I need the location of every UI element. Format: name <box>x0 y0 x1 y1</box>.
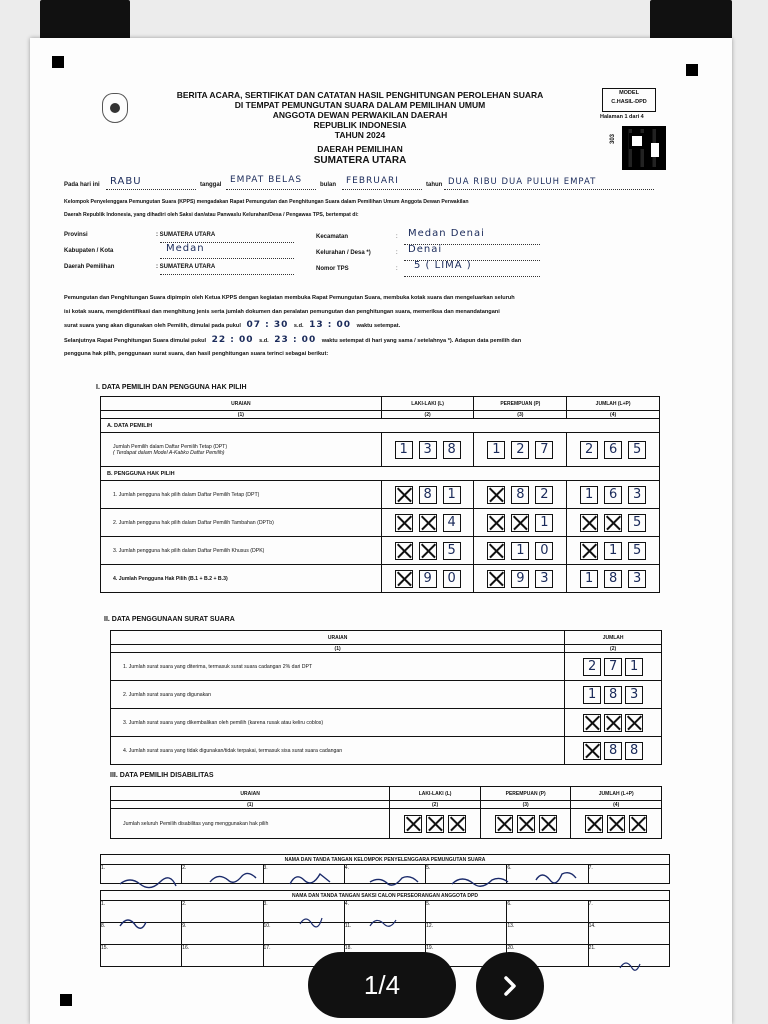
col-uraian: URAIAN <box>111 787 390 801</box>
digit-group <box>474 486 566 504</box>
digit-box: 1 <box>535 514 553 532</box>
row-label: 3. Jumlah surat suara yang dikembalikan oleh pemilih (karena rusak atau keliru coblos) <box>111 709 565 737</box>
digit-box: 5 <box>628 514 646 532</box>
digit-box: 8 <box>419 486 437 504</box>
crossed-digit-box <box>583 742 601 760</box>
row-label: 3. Jumlah pengguna hak pilih dalam Daftar Pemilih Khusus (DPK) <box>101 537 382 565</box>
procedure-end-3: waktu setempat. <box>356 323 401 329</box>
table-row <box>101 481 660 509</box>
digit-group <box>567 542 659 560</box>
digit-box: 3 <box>628 570 646 588</box>
col-num: (1) <box>111 645 565 653</box>
table-row <box>111 709 662 737</box>
row-label: 4. Jumlah surat suara yang tidak digunakan/tidak terpakai, termasuk sisa surat suara cadangan <box>111 737 565 765</box>
digit-group <box>565 686 661 704</box>
kpps-text: Kelompok Penyelenggara Pemungutan Suara (KPPS) mengadakan Rapat Pemungutan dan Penghitungan Suara dalam Pemilihan Umum Anggota Dewan Perwakilan <box>64 199 469 205</box>
digit-box: 3 <box>625 686 643 704</box>
section-b-label: B. PENGGUNA HAK PILIH <box>101 467 660 481</box>
section-a-label: A. DATA PEMILIH <box>101 419 660 433</box>
digit-group <box>382 570 474 588</box>
signature-cell: 3. <box>263 865 344 884</box>
cell <box>381 537 474 565</box>
bulan-value: FEBRUARI <box>346 176 399 186</box>
digit-box: 5 <box>628 441 646 459</box>
crossed-digit-box <box>625 714 643 732</box>
registration-mark <box>52 56 64 68</box>
row-a-text: Jumlah Pemilih dalam Daftar Pemilih Tetap (DPT) <box>113 443 228 450</box>
signature-cell: 18. <box>344 945 425 967</box>
col-laki: LAKI-LAKI (L) <box>390 787 481 801</box>
pemilih-table <box>100 396 660 593</box>
header-line-5: TAHUN 2024 <box>334 130 386 140</box>
qr-code <box>622 126 666 170</box>
cell <box>567 565 660 593</box>
row-label: 2. Jumlah pengguna hak pilih dalam Daftar Pemilih Tambahan (DPTb) <box>101 509 382 537</box>
crossed-digit-box <box>629 815 647 833</box>
digit-box: 1 <box>604 542 622 560</box>
tanggal-label: tanggal <box>200 182 222 188</box>
provinsi-value: : SUMATERA UTARA <box>156 232 216 238</box>
dapil-value: : SUMATERA UTARA <box>156 264 216 270</box>
signature-cell: 19. <box>426 945 507 967</box>
col-num: (2) <box>565 645 662 653</box>
dotted-line <box>160 258 294 259</box>
digit-group <box>382 441 474 459</box>
form-code: 303 <box>610 133 617 145</box>
crossed-digit-box <box>604 514 622 532</box>
cell <box>390 809 481 839</box>
row-label: 4. Jumlah Pengguna Hak Pilih (B.1 + B.2 + B.3) <box>101 565 382 593</box>
digit-box: 7 <box>604 658 622 676</box>
surat-suara-table <box>110 630 662 765</box>
crossed-digit-box <box>487 542 505 560</box>
next-page-button[interactable] <box>476 952 544 1020</box>
colon: : <box>396 234 398 240</box>
cell <box>474 537 567 565</box>
digit-box: 7 <box>535 441 553 459</box>
crossed-digit-box <box>404 815 422 833</box>
crossed-digit-box <box>395 570 413 588</box>
crossed-digit-box <box>487 570 505 588</box>
digit-box: 5 <box>443 542 461 560</box>
crossed-digit-box <box>580 542 598 560</box>
cell <box>480 809 571 839</box>
signature-cell: 4. <box>344 865 425 884</box>
tahun-value: DUA RIBU DUA PULUH EMPAT <box>448 177 597 187</box>
procedure-line-4 <box>64 335 521 345</box>
digit-box: 3 <box>628 486 646 504</box>
digit-box: 1 <box>583 686 601 704</box>
dapil-label: Daerah Pemilihan <box>64 264 115 270</box>
digit-box: 3 <box>535 570 553 588</box>
digit-box: 1 <box>487 441 505 459</box>
signature-cell: 1. <box>101 865 182 884</box>
digit-box: 6 <box>604 486 622 504</box>
digit-group <box>567 441 659 459</box>
cell <box>567 509 660 537</box>
signature-cell: 10. <box>263 923 344 945</box>
digit-box: 1 <box>625 658 643 676</box>
crossed-digit-box <box>395 514 413 532</box>
col-num: (1) <box>111 801 390 809</box>
model-label: MODEL <box>619 90 639 96</box>
crossed-digit-box <box>604 714 622 732</box>
cell <box>565 737 662 765</box>
dotted-line <box>342 189 422 190</box>
signature-cell: 12. <box>426 923 507 945</box>
procedure-line-5: pengguna hak pilih, penggunaan surat suara, dan hasil penghitungan suara terinci sebagai berikut: <box>64 351 329 357</box>
cell <box>381 481 474 509</box>
digit-box: 4 <box>443 514 461 532</box>
table-row <box>101 537 660 565</box>
signature-cell: 11. <box>344 923 425 945</box>
digit-group <box>474 542 566 560</box>
digit-group <box>382 514 474 532</box>
signature-cell: 2. <box>182 865 263 884</box>
signature-cell: 8. <box>101 923 182 945</box>
row-a-label <box>101 433 382 467</box>
cell <box>567 433 660 467</box>
cell <box>474 565 567 593</box>
table-row <box>111 809 662 839</box>
digit-group <box>390 815 480 833</box>
crossed-digit-box <box>448 815 466 833</box>
header-line-1: BERITA ACARA, SERTIFIKAT DAN CATATAN HASIL PENGHITUNGAN PEROLEHAN SUARA <box>176 90 544 100</box>
col-num: (2) <box>381 411 474 419</box>
document-page <box>30 38 732 1024</box>
signature-cell: 5. <box>426 901 507 923</box>
tps-value: 5 ( LIMA ) <box>414 260 472 271</box>
cell <box>565 653 662 681</box>
crossed-digit-box <box>607 815 625 833</box>
dotted-line <box>226 189 316 190</box>
digit-box: 2 <box>535 486 553 504</box>
registration-mark <box>60 994 72 1006</box>
row-label: 2. Jumlah surat suara yang digunakan <box>111 681 565 709</box>
digit-box: 1 <box>395 441 413 459</box>
section-1-title: I. DATA PEMILIH DAN PENGGUNA HAK PILIH <box>96 384 247 391</box>
col-uraian: URAIAN <box>111 631 565 645</box>
tps-label: Nomor TPS <box>316 266 349 272</box>
chevron-right-icon <box>496 972 524 1000</box>
digit-box: 6 <box>604 441 622 459</box>
header-line-3: ANGGOTA DEWAN PERWAKILAN DAERAH <box>272 110 448 120</box>
signature-cell: 6. <box>507 901 588 923</box>
col-num: (3) <box>480 801 571 809</box>
crossed-digit-box <box>511 514 529 532</box>
digit-box: 8 <box>625 742 643 760</box>
tahun-label: tahun <box>426 182 443 188</box>
digit-box: 1 <box>443 486 461 504</box>
cell <box>474 509 567 537</box>
signature-cell: 1. <box>101 901 182 923</box>
digit-group <box>382 486 474 504</box>
crossed-digit-box <box>419 542 437 560</box>
crossed-digit-box <box>487 486 505 504</box>
signature-cell: 7. <box>588 901 669 923</box>
digit-box: 9 <box>419 570 437 588</box>
row-label: 1. Jumlah surat suara yang diterima, termasuk surat suara cadangan 2% dari DPT <box>111 653 565 681</box>
digit-group <box>565 658 661 676</box>
row-a-text-2: ( Terdapat dalam Model A-Kabko Daftar Pemilih) <box>113 449 225 456</box>
digit-box: 8 <box>604 686 622 704</box>
header-line-2: DI TEMPAT PEMUNGUTAN SUARA DALAM PEMILIHAN UMUM <box>234 100 486 110</box>
tanggal-value: EMPAT BELAS <box>230 175 303 185</box>
cell <box>565 709 662 737</box>
signature-cell: 6. <box>507 865 588 884</box>
table-row <box>101 509 660 537</box>
digit-box: 8 <box>604 570 622 588</box>
colon: : <box>396 250 398 256</box>
page-indicator: 1/4 <box>308 952 456 1018</box>
section-3-title: III. DATA PEMILIH DISABILITAS <box>110 772 214 779</box>
procedure-text-4: Selanjutnya Rapat Penghitungan Suara dimulai pukul <box>64 338 207 344</box>
saksi-title: NAMA DAN TANDA TANGAN SAKSI CALON PERSEORANGAN ANGGOTA DPD <box>101 891 670 901</box>
crossed-digit-box <box>395 486 413 504</box>
digit-group <box>474 514 566 532</box>
digit-box: 8 <box>443 441 461 459</box>
digit-box: 0 <box>535 542 553 560</box>
digit-group <box>567 514 659 532</box>
cell <box>565 681 662 709</box>
procedure-line-3 <box>64 320 400 330</box>
section-2-title: II. DATA PENGGUNAAN SURAT SUARA <box>104 616 235 623</box>
table-row <box>101 565 660 593</box>
cell <box>381 433 474 467</box>
col-jumlah: JUMLAH (L+P) <box>567 397 660 411</box>
signature-cell: 2. <box>182 901 263 923</box>
digit-box: 2 <box>583 658 601 676</box>
digit-group <box>567 570 659 588</box>
procedure-line-2: isi kotak suara, mengidentifikasi dan menghitung jenis serta jumlah dokumen dan peralatan pemungutan dan penghitungan suara, memeriksa dan menandatangani <box>64 309 500 315</box>
digit-box: 0 <box>443 570 461 588</box>
end-time-1: 13 : 00 <box>309 320 352 330</box>
col-num: (3) <box>474 411 567 419</box>
header-line-4: REPUBLIK INDONESIA <box>313 120 407 130</box>
col-perempuan: PEREMPUAN (P) <box>480 787 571 801</box>
start-time-1: 07 : 30 <box>246 320 289 330</box>
kecamatan-label: Kecamatan <box>316 234 349 240</box>
crossed-digit-box <box>395 542 413 560</box>
crossed-digit-box <box>517 815 535 833</box>
col-laki: LAKI-LAKI (L) <box>381 397 474 411</box>
kabkota-value: Medan <box>166 243 205 254</box>
digit-group <box>567 486 659 504</box>
crossed-digit-box <box>419 514 437 532</box>
cell <box>381 509 474 537</box>
procedure-end-4: waktu setempat di hari yang sama / setelahnya *). Adapun data pemilih dan <box>321 338 522 344</box>
signature-cell: 5. <box>426 865 507 884</box>
bulan-label: bulan <box>320 182 336 188</box>
table-row <box>111 737 662 765</box>
crossed-digit-box <box>583 714 601 732</box>
cell <box>567 537 660 565</box>
disabilitas-table <box>110 786 662 839</box>
model-code: C.HASIL-DPD <box>611 99 647 105</box>
digit-box: 9 <box>511 570 529 588</box>
col-num: (2) <box>390 801 481 809</box>
colon: : <box>396 266 398 272</box>
provinsi-label: Provinsi <box>64 232 88 238</box>
digit-box: 1 <box>580 570 598 588</box>
cell <box>474 481 567 509</box>
registration-mark <box>686 64 698 76</box>
digit-box: 8 <box>511 486 529 504</box>
signature-cell: 4. <box>344 901 425 923</box>
cell <box>567 481 660 509</box>
cell <box>381 565 474 593</box>
digit-group <box>571 815 661 833</box>
signature-cell: 9. <box>182 923 263 945</box>
col-num: (1) <box>101 411 382 419</box>
signature-cell: 20. <box>507 945 588 967</box>
digit-group <box>565 714 661 732</box>
col-jumlah: JUMLAH <box>565 631 662 645</box>
col-num: (4) <box>567 411 660 419</box>
digit-box: 1 <box>511 542 529 560</box>
digit-box: 1 <box>580 486 598 504</box>
digit-group <box>565 742 661 760</box>
start-time-2: 22 : 00 <box>211 335 254 345</box>
row-label: Jumlah seluruh Pemilih disabilitas yang menggunakan hak pilih <box>111 809 390 839</box>
kelurahan-value: Denai <box>408 244 443 255</box>
signature-cell: 3. <box>263 901 344 923</box>
header-dapil: SUMATERA UTARA <box>313 155 407 166</box>
cell <box>474 433 567 467</box>
hari-value: RABU <box>110 176 142 187</box>
crossed-digit-box <box>539 815 557 833</box>
col-perempuan: PEREMPUAN (P) <box>474 397 567 411</box>
digit-box: 2 <box>511 441 529 459</box>
header-line-6: DAERAH PEMILIHAN <box>317 144 403 154</box>
page-number: Halaman 1 dari 4 <box>600 114 644 120</box>
procedure-text-3: surat suara yang akan digunakan oleh Pemilih, dimulai pada pukul <box>64 323 241 329</box>
kpps-title: NAMA DAN TANDA TANGAN KELOMPOK PENYELENGGARA PEMUNGUTAN SUARA <box>101 855 670 865</box>
col-num: (4) <box>571 801 662 809</box>
signature-cell: 15. <box>101 945 182 967</box>
sd-label: s.d. <box>259 338 269 344</box>
digit-group <box>481 815 571 833</box>
digit-box: 2 <box>580 441 598 459</box>
signature-cell: 14. <box>588 923 669 945</box>
dotted-line <box>160 274 294 275</box>
table-row <box>111 653 662 681</box>
crossed-digit-box <box>426 815 444 833</box>
digit-box: 5 <box>628 542 646 560</box>
kabkota-label: Kabupaten / Kota <box>64 248 114 254</box>
kelurahan-label: Kelurahan / Desa *) <box>316 250 371 256</box>
table-row <box>111 681 662 709</box>
digit-box: 8 <box>604 742 622 760</box>
signature-cell: 13. <box>507 923 588 945</box>
digit-group <box>474 441 566 459</box>
col-jumlah: JUMLAH (L+P) <box>571 787 662 801</box>
pada-hari-label: Pada hari ini <box>64 182 100 188</box>
sd-label: s.d. <box>293 323 304 329</box>
signature-cell: 16. <box>182 945 263 967</box>
signature-cell: 17. <box>263 945 344 967</box>
cell <box>571 809 662 839</box>
end-time-2: 23 : 00 <box>274 335 317 345</box>
dotted-line <box>444 189 654 190</box>
kpps-text-2: Daerah Republik Indonesia, yang dihadiri oleh Saksi dan/atau Panwaslu Kelurahan/Desa / Pengawas TPS, bertempat di: <box>64 212 359 218</box>
digit-box: 3 <box>419 441 437 459</box>
signature-cell: 7. <box>588 865 669 884</box>
col-uraian: URAIAN <box>101 397 382 411</box>
crossed-digit-box <box>487 514 505 532</box>
crossed-digit-box <box>585 815 603 833</box>
procedure-line-1: Pemungutan dan Penghitungan Suara dipimpin oleh Ketua KPPS dengan kegiatan membuka Rapat Pemungutan Suara, membuka kotak suara dan mengeluarkan seluruh <box>64 295 515 301</box>
crossed-digit-box <box>495 815 513 833</box>
dotted-line <box>404 276 540 277</box>
crossed-digit-box <box>580 514 598 532</box>
digit-group <box>382 542 474 560</box>
digit-group <box>474 570 566 588</box>
dotted-line <box>106 189 196 190</box>
kpu-logo <box>102 93 128 123</box>
row-label: 1. Jumlah pengguna hak pilih dalam Daftar Pemilih Tetap (DPT) <box>101 481 382 509</box>
model-box <box>602 88 656 112</box>
kecamatan-value: Medan Denai <box>408 228 485 239</box>
signature-cell: 21. <box>588 945 669 967</box>
